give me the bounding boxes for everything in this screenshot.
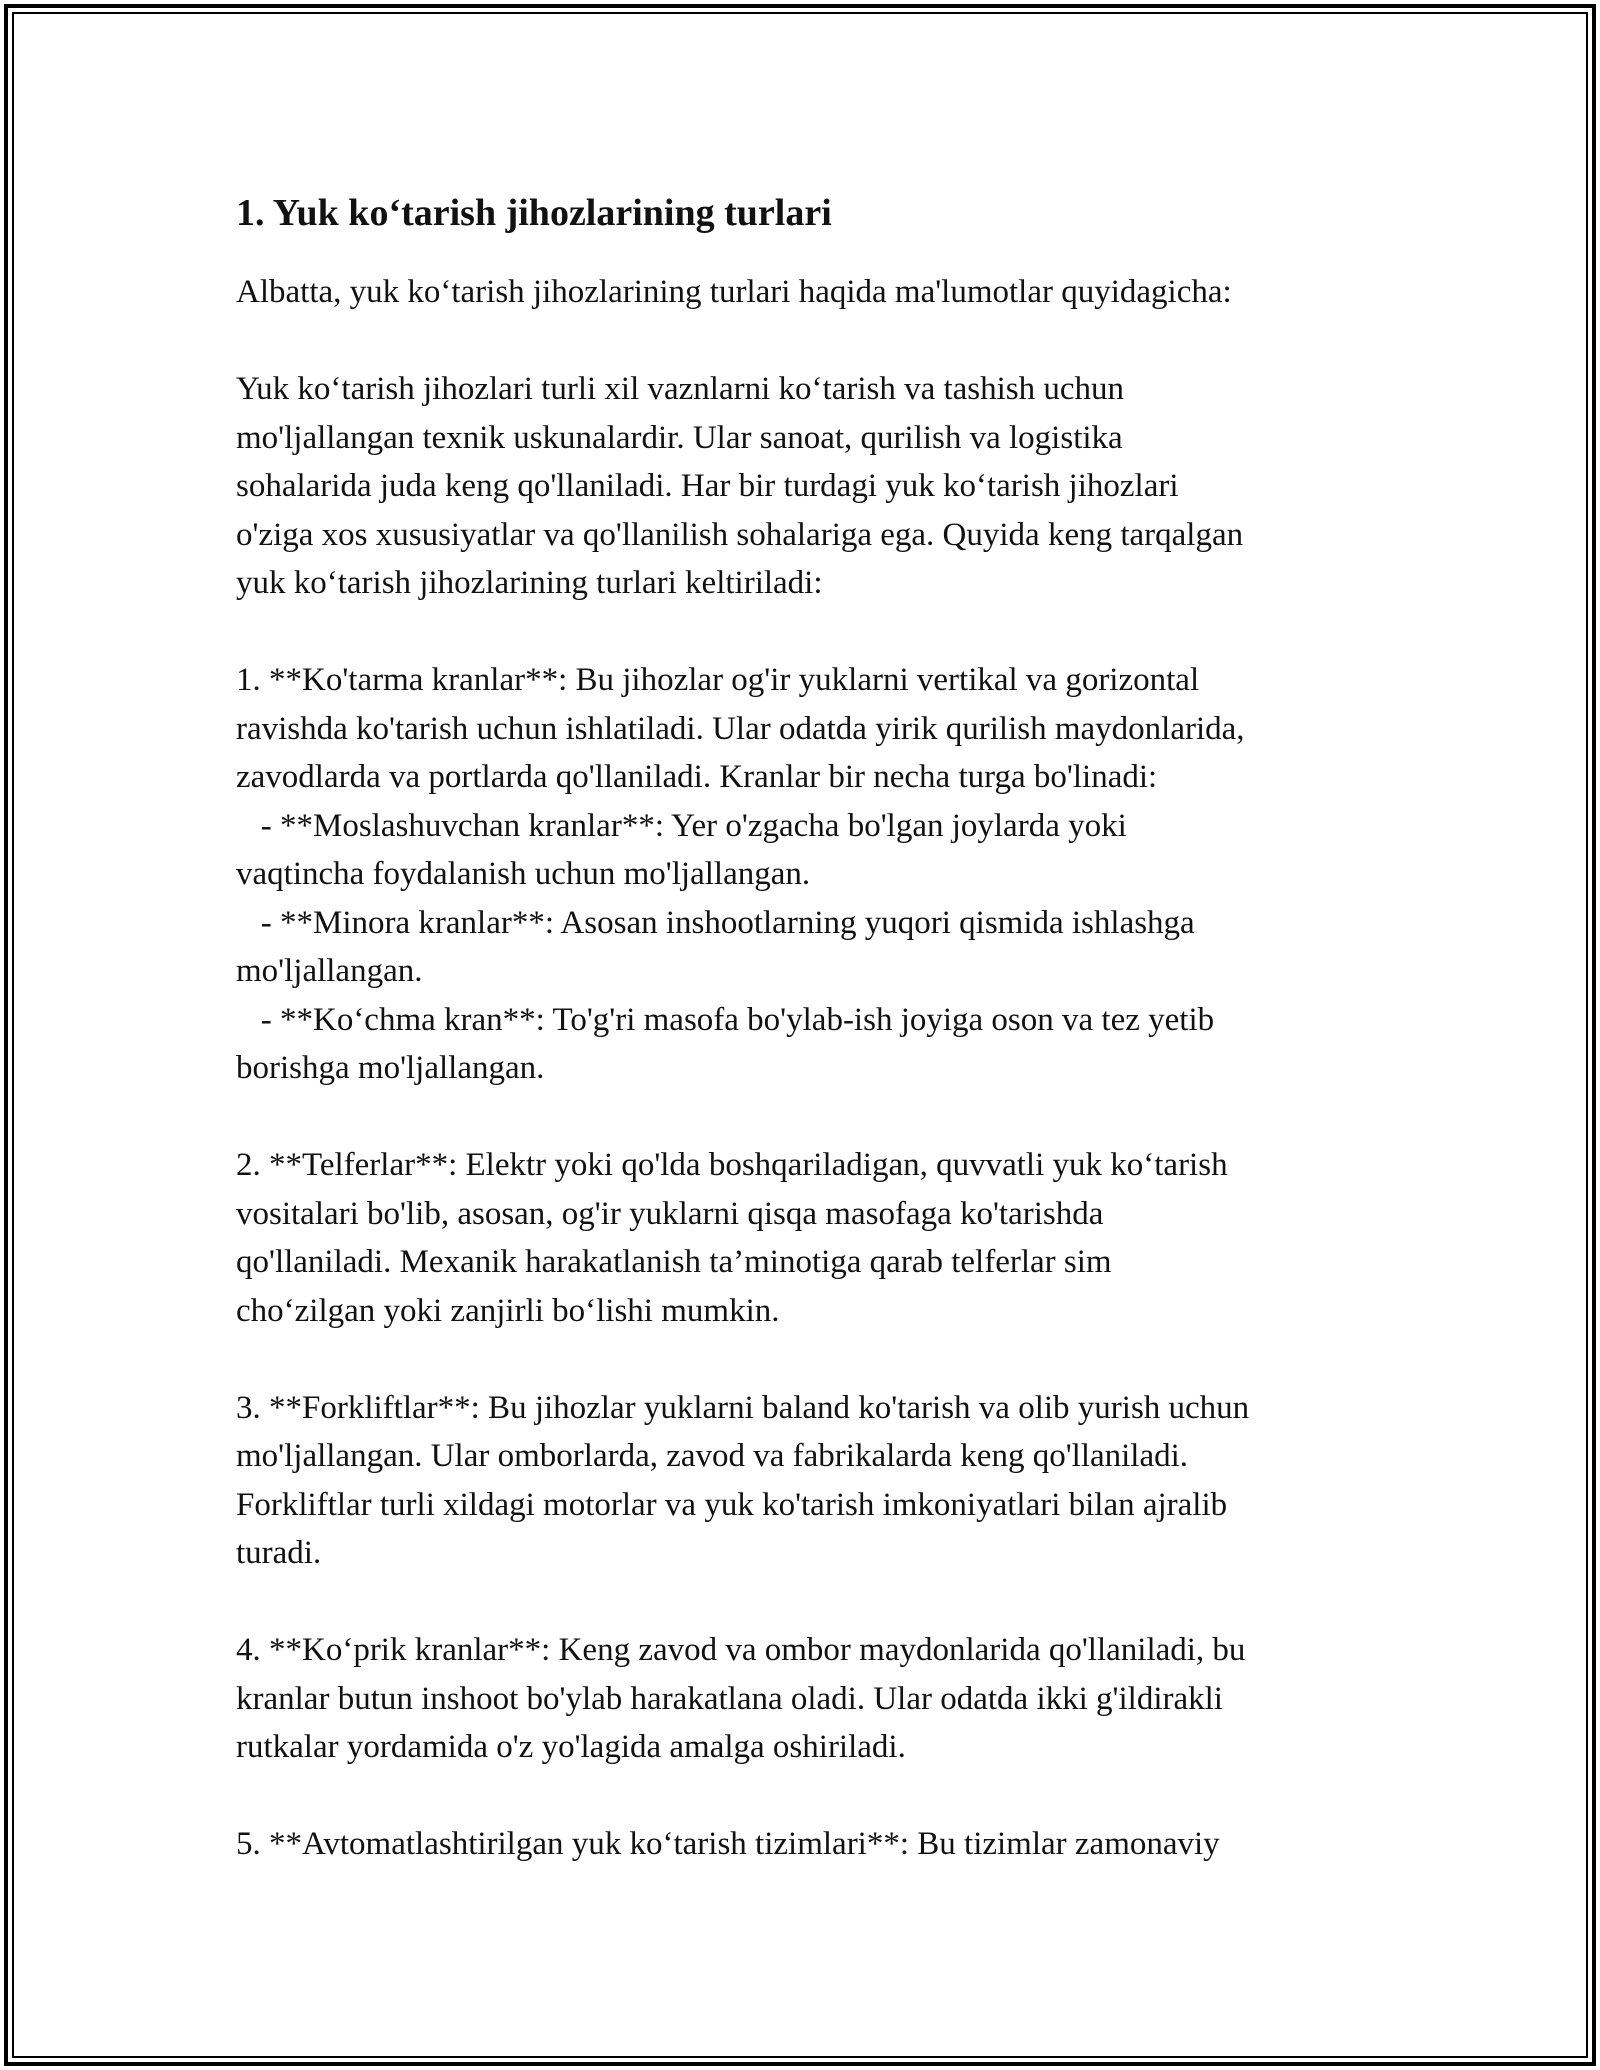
text-line: zavodlarda va portlarda qo'llaniladi. Kranlar bir necha turga bo'linadi: <box>236 759 1158 795</box>
text-line: vaqtincha foydalanish uchun mo'ljallangan. <box>236 856 811 892</box>
text-line: borishga mo'ljallangan. <box>236 1050 545 1086</box>
text-line: - **Ko‘chma kran**: To'g'ri masofa bo'ylab-ish joyiga oson va tez yetib <box>236 1001 1215 1038</box>
body-paragraph <box>236 1626 1376 1772</box>
text-line: 3. **Forkliftlar**: Bu jihozlar yuklarni baland ko'tarish va olib yurish uchun <box>236 1389 1250 1426</box>
text-line: - **Moslashuvchan kranlar**: Yer o'zgacha bo'lgan joylarda yoki <box>236 807 1127 844</box>
body-paragraph <box>236 1384 1376 1578</box>
text-line: vositalari bo'lib, asosan, og'ir yuklarni qisqa masofaga ko'tarishda <box>236 1195 1104 1232</box>
text-line: turadi. <box>236 1535 322 1571</box>
body-paragraph <box>236 1820 1376 1869</box>
text-line: kranlar butun inshoot bo'ylab harakatlana oladi. Ular odatda ikki g'ildirakli <box>236 1680 1223 1717</box>
body-paragraph <box>236 365 1376 608</box>
text-line: Forkliftlar turli xildagi motorlar va yuk ko'tarish imkoniyatlari bilan ajralib <box>236 1486 1228 1523</box>
text-line: 2. **Telferlar**: Elektr yoki qo'lda boshqariladigan, quvvatli yuk ko‘tarish <box>236 1147 1228 1183</box>
text-line: ravishda ko'tarish uchun ishlatiladi. Ular odatda yirik qurilish maydonlarida, <box>236 710 1245 747</box>
text-line: mo'ljallangan texnik uskunalardir. Ular sanoat, qurilish va logistika <box>236 419 1123 456</box>
document-heading: 1. Yuk ko‘tarish jihozlarining turlari <box>236 192 832 234</box>
text-line: 1. **Ko'tarma kranlar**: Bu jihozlar og'ir yuklarni vertikal va gorizontal <box>236 662 1200 698</box>
text-line: mo'ljallangan. <box>236 953 423 989</box>
text-line: 5. **Avtomatlashtirilgan yuk ko‘tarish tizimlari**: Bu tizimlar zamonaviy <box>236 1826 1220 1862</box>
document-body <box>236 186 1376 1917</box>
text-line: sohalarida juda keng qo'llaniladi. Har bir turdagi yuk ko‘tarish jihozlari <box>236 468 1179 504</box>
intro-paragraph: Albatta, yuk ko‘tarish jihozlarining turlari haqida ma'lumotlar quyidagicha: <box>236 274 1232 310</box>
text-line: Yuk ko‘tarish jihozlari turli xil vaznlarni ko‘tarish va tashish uchun <box>236 371 1125 407</box>
text-line: rutkalar yordamida o'z yo'lagida amalga oshiriladi. <box>236 1729 906 1765</box>
body-paragraph <box>236 1141 1376 1335</box>
text-line: mo'ljallangan. Ular omborlarda, zavod va fabrikalarda keng qo'llaniladi. <box>236 1438 1189 1474</box>
text-line: cho‘zilgan yoki zanjirli bo‘lishi mumkin. <box>236 1292 780 1329</box>
text-line: o'ziga xos xususiyatlar va qo'llanilish sohalariga ega. Quyida keng tarqalgan <box>236 516 1244 553</box>
text-line: 4. **Ko‘prik kranlar**: Keng zavod va ombor maydonlarida qo'llaniladi, bu <box>236 1632 1246 1668</box>
text-line: - **Minora kranlar**: Asosan inshootlarning yuqori qismida ishlashga <box>236 904 1195 941</box>
body-paragraph <box>236 656 1376 1093</box>
text-line: qo'llaniladi. Mexanik harakatlanish ta’minotiga qarab telferlar sim <box>236 1244 1112 1280</box>
paragraph-list <box>236 365 1376 1869</box>
text-line: yuk ko‘tarish jihozlarining turlari keltiriladi: <box>236 565 823 601</box>
